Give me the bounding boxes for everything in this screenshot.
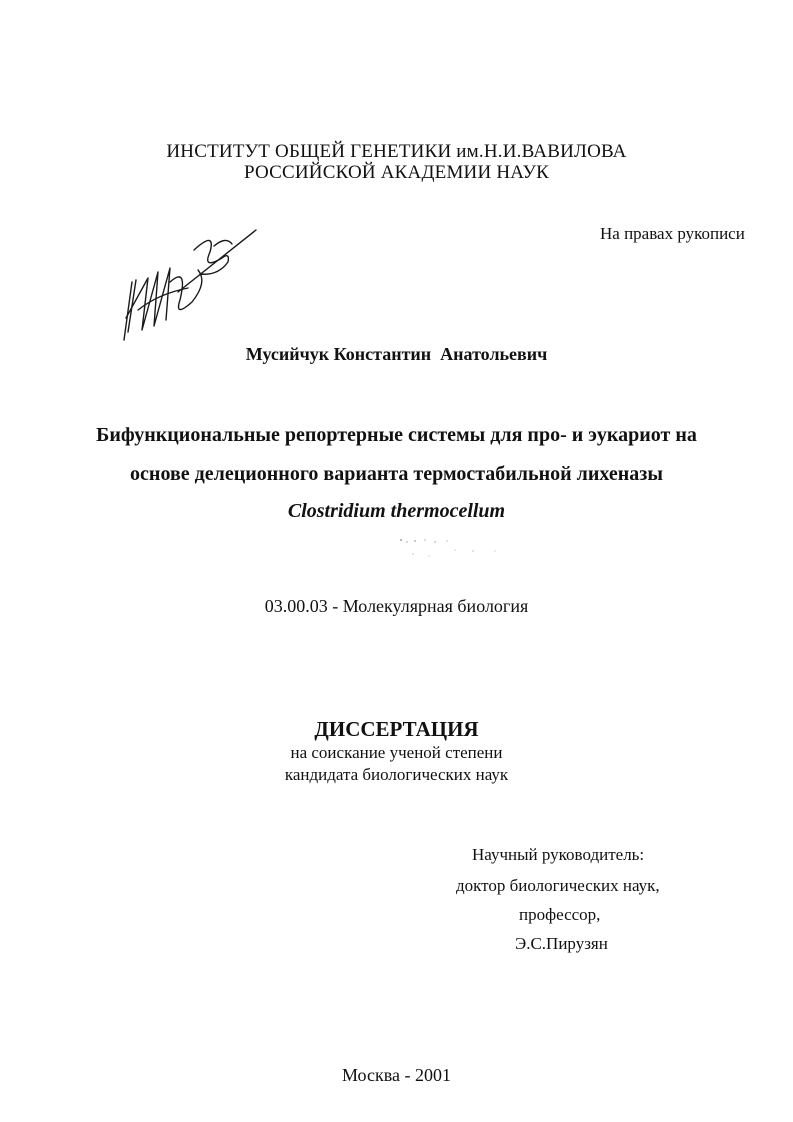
dissertation-degree-line2: кандидата биологических наук xyxy=(284,765,509,784)
title-line2: основе делеционного варианта термостабильной лихеназы xyxy=(130,463,663,485)
author-name: Мусийчук Константин Анатольевич xyxy=(245,344,548,364)
rights-note: На правах рукописи xyxy=(600,224,745,243)
title-line3-species: Clostridium thermocellum xyxy=(287,500,506,522)
signature-icon xyxy=(118,222,263,350)
specialty-code: 03.00.03 - Молекулярная биология xyxy=(264,596,529,616)
supervisor-name: Э.С.Пирузян xyxy=(515,934,608,953)
scan-noise-icon xyxy=(395,536,505,562)
supervisor-rank: профессор, xyxy=(519,905,601,924)
title-line1: Бифункциональные репортерные системы для про- и эукариот на xyxy=(96,424,697,446)
dissertation-degree-line1: на соискание ученой степени xyxy=(290,743,503,762)
institute-name-line1: ИНСТИТУТ ОБЩЕЙ ГЕНЕТИКИ им.Н.И.ВАВИЛОВА xyxy=(166,141,627,162)
institute-name-line2: РОССИЙСКОЙ АКАДЕМИИ НАУК xyxy=(243,162,550,183)
city-year: Москва - 2001 xyxy=(342,1065,451,1085)
dissertation-heading: ДИССЕРТАЦИЯ xyxy=(314,717,479,741)
supervisor-degree: доктор биологических наук, xyxy=(456,876,660,895)
supervisor-label: Научный руководитель: xyxy=(472,845,645,864)
